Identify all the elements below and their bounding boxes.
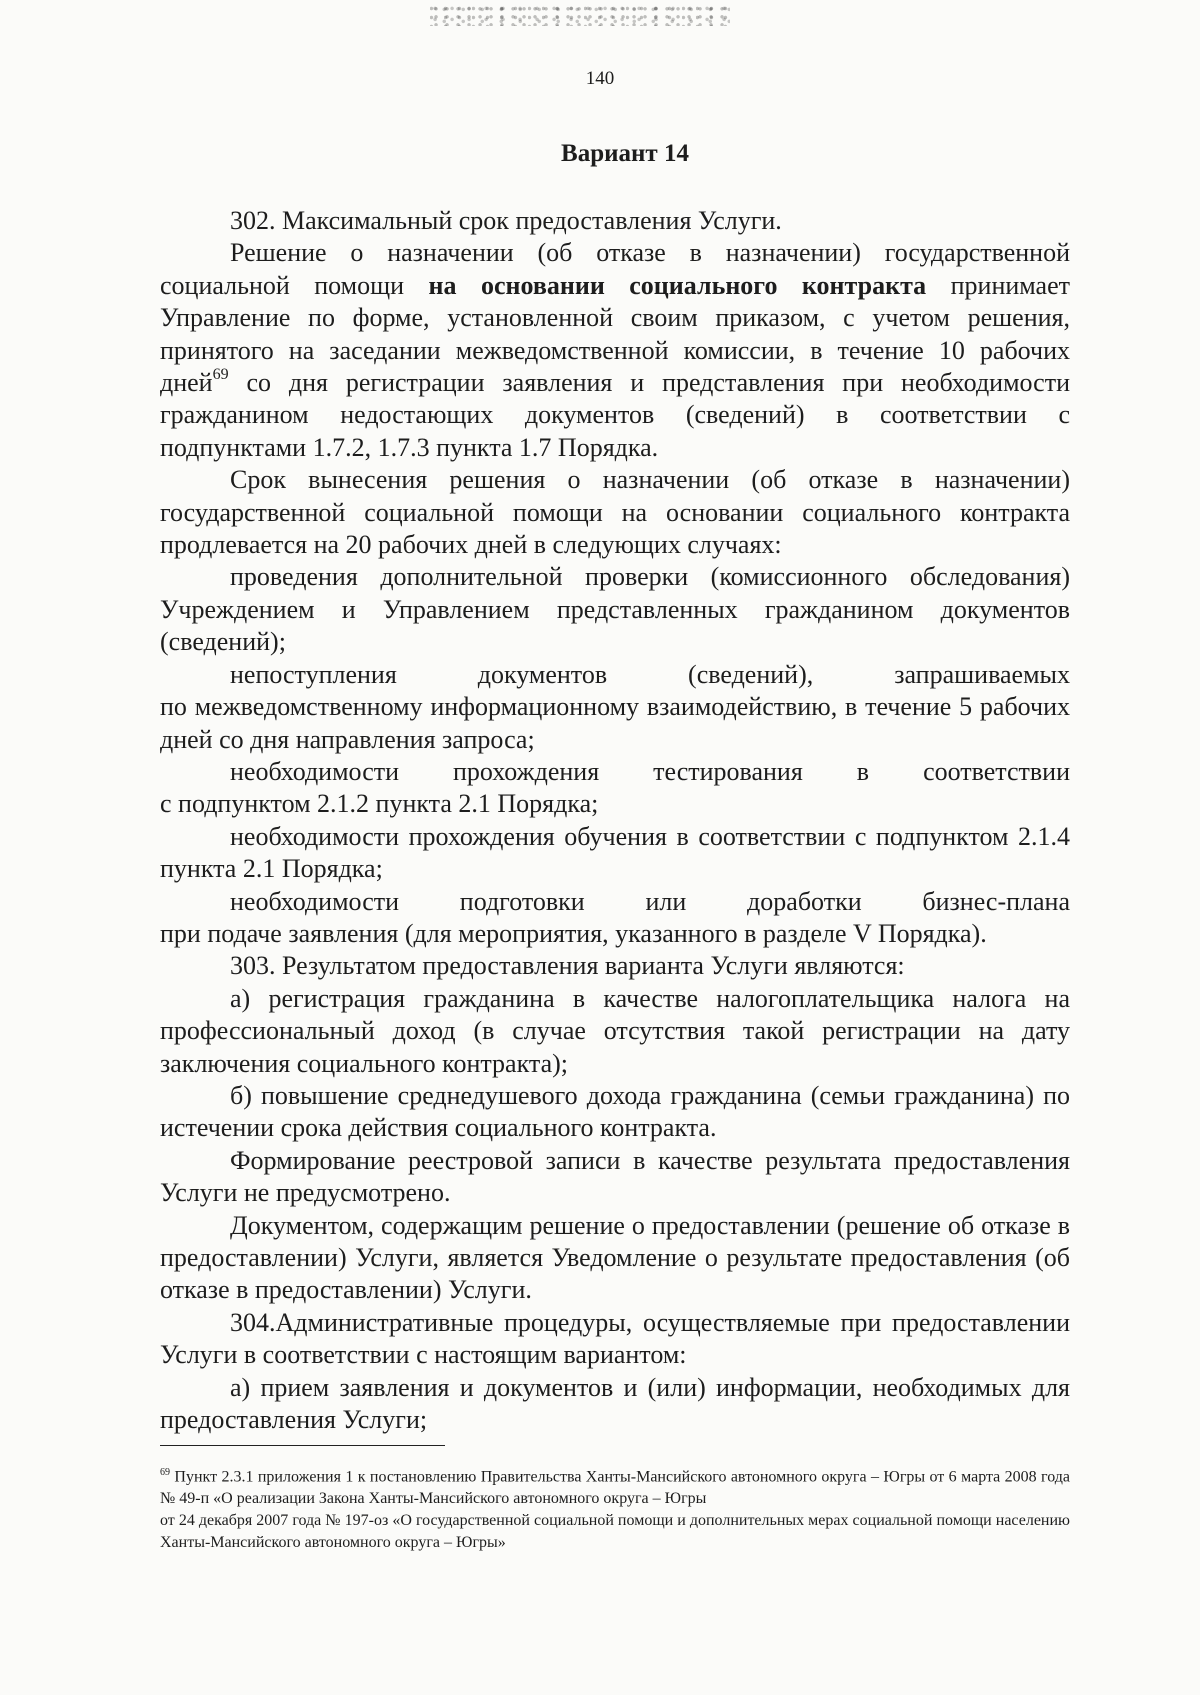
paragraph-decision [160, 237, 1070, 464]
page-title: Вариант 14 [561, 140, 689, 167]
document-body [160, 205, 1070, 1436]
procedure-item-a: а) прием заявления и документов и (или) информации, необходимых для предоставления Услуги; [160, 1372, 1070, 1435]
footnote-line-2: от 24 декабря 2007 года № 197-оз «О государственной социальной помощи и дополнительных мерах социальной помощи населению Ханты-Мансийского автономного округа – Югры» [160, 1512, 1070, 1552]
footnote-line-1 [160, 1462, 1070, 1510]
paragraph-302-title: 302. Максимальный срок предоставления Услуги. [230, 206, 782, 235]
bold-text-run: на основании социального контракта [428, 270, 927, 300]
list-item-testing-line2: с подпунктом 2.1.2 пункта 2.1 Порядка; [160, 789, 599, 819]
paragraph-extension: Срок вынесения решения о назначении (об отказе в назначении) государственной социальной помощи на основании социального контракта продлевается на 20 рабочих дней в следующих случаях: [160, 465, 1070, 560]
list-item-business-plan-line2: при подаче заявления (для мероприятия, указанного в разделе V Порядка). [160, 918, 987, 948]
list-item-business-plan-line1: необходимости подготовки или доработки бизнес-плана [230, 886, 1070, 916]
footnote [160, 1462, 1070, 1554]
list-item-nonreceipt-line1: непоступления документов (сведений), запрашиваемых [230, 659, 1070, 689]
footnote-divider [160, 1445, 445, 1446]
list-item-testing-line1: необходимости прохождения тестирования в соответствии [230, 756, 1070, 786]
result-item-a: а) регистрация гражданина в качестве налогоплательщика налога на профессиональный доход (в случае отсутствия такой регистрации на дату заключения социального контракта); [160, 983, 1070, 1078]
footnote-marker: 69 [160, 1467, 170, 1478]
text-run: Решение о назначении (об отказе в назначении) государственной социальной помощи [160, 238, 1070, 300]
list-item-nonreceipt-line2: по межведомственному информационному взаимодействию, в течение 5 рабочих дней со дня направления запроса; [160, 692, 1070, 754]
footnote-reference[interactable]: 69 [212, 366, 229, 384]
result-item-b: б) повышение среднедушевого дохода гражданина (семьи гражданина) по истечении срока действия социального контракта. [160, 1080, 1070, 1143]
paragraph-303-results: 303. Результатом предоставления варианта Услуги являются: [230, 951, 905, 981]
scan-artifact [430, 4, 730, 26]
paragraph-registry: Формирование реестровой записи в качестве результата предоставления Услуги не предусмотрено. [160, 1145, 1070, 1208]
list-item-verification: проведения дополнительной проверки (комиссионного обследования) Учреждением и Управлением представленных гражданином документов (сведений); [160, 562, 1070, 657]
page-number: 140 [585, 68, 615, 89]
text-run: со дня регистрации заявления и представления при необходимости гражданином недостающих документов (сведений) в соответствии с подпунктами 1.7.2, 1.7.3 пункта 1.7 Порядка. [160, 368, 1070, 462]
text-run: принимает Управление по форме, установленной своим приказом, с учетом решения, принятого на заседании межведомственной комиссии, в течение 10 рабочих дней [160, 270, 1071, 398]
list-item-training: необходимости прохождения обучения в соответствии с подпунктом 2.1.4 пункта 2.1 Порядка; [160, 821, 1070, 884]
paragraph-304-procedures: 304.Административные процедуры, осуществляемые при предоставлении Услуги в соответствии с настоящим вариантом: [160, 1307, 1070, 1370]
footnote-text: Пункт 2.3.1 приложения 1 к постановлению Правительства Ханты-Мансийского автономного округа – Югры от 6 марта 2008 года № 49-п «О реализации Закона Ханты-Мансийского автономного округа – Югры [160, 1468, 1070, 1508]
paragraph-notification: Документом, содержащим решение о предоставлении (решение об отказе в предоставлении) Услуги, является Уведомление о результате предоставления (об отказе в предоставлении) Услуги. [160, 1210, 1070, 1305]
